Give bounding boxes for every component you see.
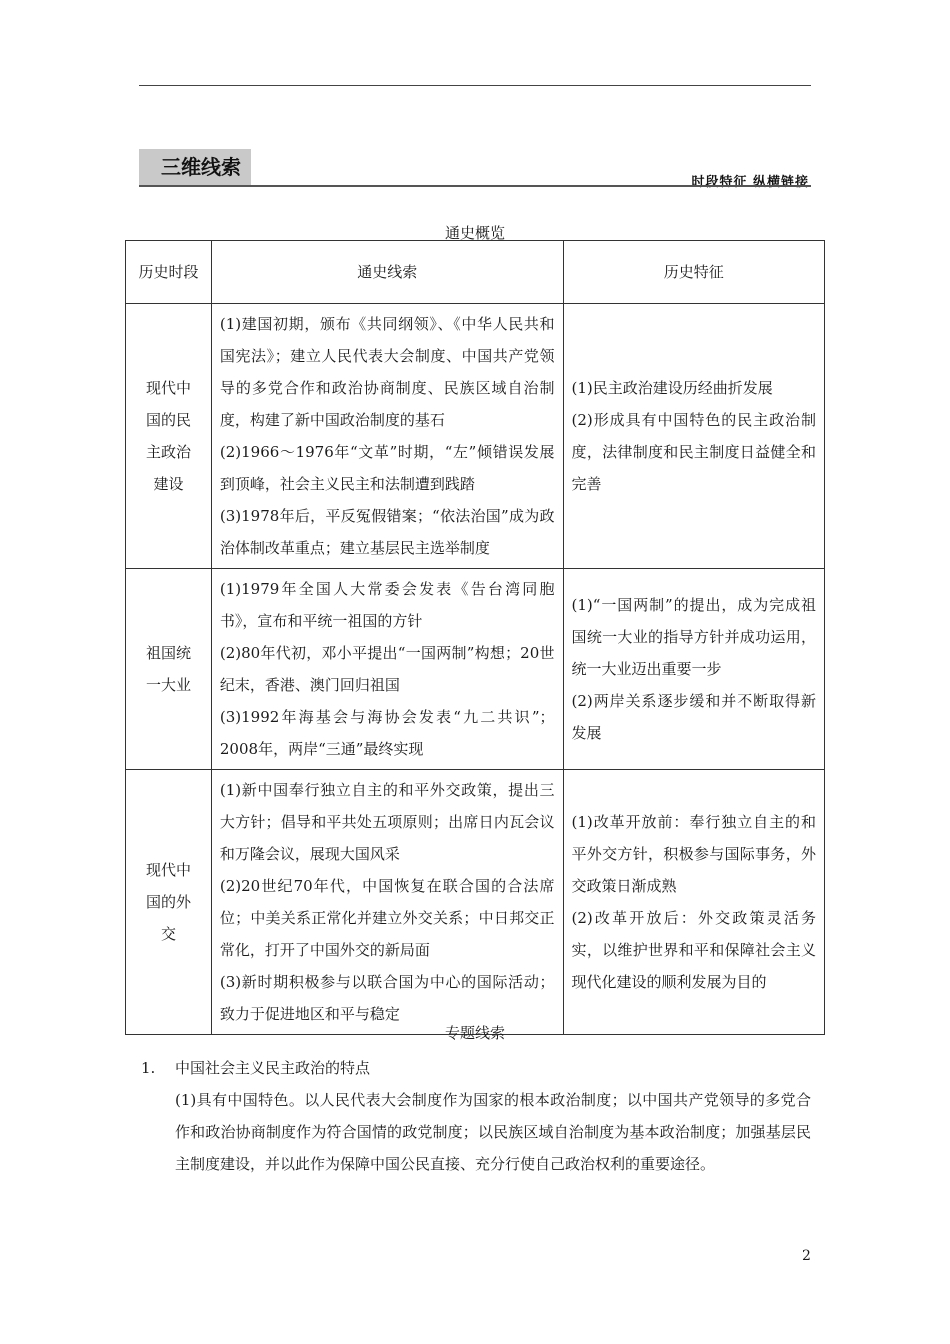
table-row	[126, 770, 825, 1035]
table-row	[126, 569, 825, 770]
header-features: 历史特征	[563, 241, 824, 304]
period-cell: 现代中 国的民 主政治 建设	[126, 304, 212, 569]
item-paragraph: (1)具有中国特色。以人民代表大会制度作为国家的根本政治制度；以中国共产党领导的多党合作和政治协商制度作为符合国情的政党制度；以民族区域自治制度为基本政治制度；加强基层民主制度建设，并以此作为保障中国公民直接、充分行使自己政治权利的重要途径。	[175, 1091, 811, 1173]
period-cell: 现代中 国的外 交	[126, 770, 212, 1035]
section-underline	[139, 185, 811, 187]
features-cell: (1)“一国两制”的提出，成为完成祖国统一大业的指导方针并成功运用，统一大业迈出重要一步 (2)两岸关系逐步缓和并不断取得新发展	[563, 569, 824, 770]
item-number: 1.	[141, 1059, 156, 1077]
table-row	[126, 304, 825, 569]
header-rule	[139, 85, 811, 86]
period-cell: 祖国统 一大业	[126, 569, 212, 770]
table-header-row	[126, 241, 825, 304]
header-clues: 通史线索	[211, 241, 563, 304]
item-title: 中国社会主义民主政治的特点	[175, 1059, 371, 1077]
clues-cell: (1)1979年全国人大常委会发表《告台湾同胞书》，宣布和平统一祖国的方针 (2)80年代初，邓小平提出“一国两制”构想；20世纪末，香港、澳门回归祖国 (3)1992年海基会与海协会发表“九二共识”；2008年，两岸“三通”最终实现	[211, 569, 563, 770]
features-cell: (1)民主政治建设历经曲折发展 (2)形成具有中国特色的民主政治制度，法律制度和民主制度日益健全和完善	[563, 304, 824, 569]
section-subtitle: 时段特征 纵横链接	[691, 175, 809, 190]
page-number: 2	[802, 1248, 811, 1264]
topic-item	[139, 1052, 811, 1180]
table-caption: 通史概览	[444, 224, 505, 242]
clues-cell: (1)新中国奉行独立自主的和平外交政策，提出三大方针；倡导和平共处五项原则；出席日内瓦会议和万隆会议，展现大国风采 (2)20世纪70年代，中国恢复在联合国的合法席位；中美关系正常化并建立外交关系；中日邦交正常化，打开了中国外交的新局面 (3)新时期积极参与以联合国为中心的国际活动；致力于促进地区和平与稳定	[211, 770, 563, 1035]
section-title: 三维线索	[139, 149, 251, 185]
features-cell: (1)改革开放前：奉行独立自主的和平外交方针，积极参与国际事务，外交政策日渐成熟 (2)改革开放后：外交政策灵活务实，以维护世界和平和保障社会主义现代化建设的顺利发展为目的	[563, 770, 824, 1035]
overview-table	[125, 240, 825, 1035]
section-header	[139, 149, 811, 190]
clues-cell: (1)建国初期，颁布《共同纲领》、《中华人民共和国宪法》；建立人民代表大会制度、中国共产党领导的多党合作和政治协商制度、民族区域自治制度，构建了新中国政治制度的基石 (2)1966～1976年“文革”时期，“左”倾错误发展到顶峰，社会主义民主和法制遭到践踏 (3)1978年后，平反冤假错案；“依法治国”成为政治体制改革重点；建立基层民主选举制度	[211, 304, 563, 569]
topic-caption: 专题线索	[444, 1024, 505, 1042]
header-period: 历史时段	[126, 241, 212, 304]
